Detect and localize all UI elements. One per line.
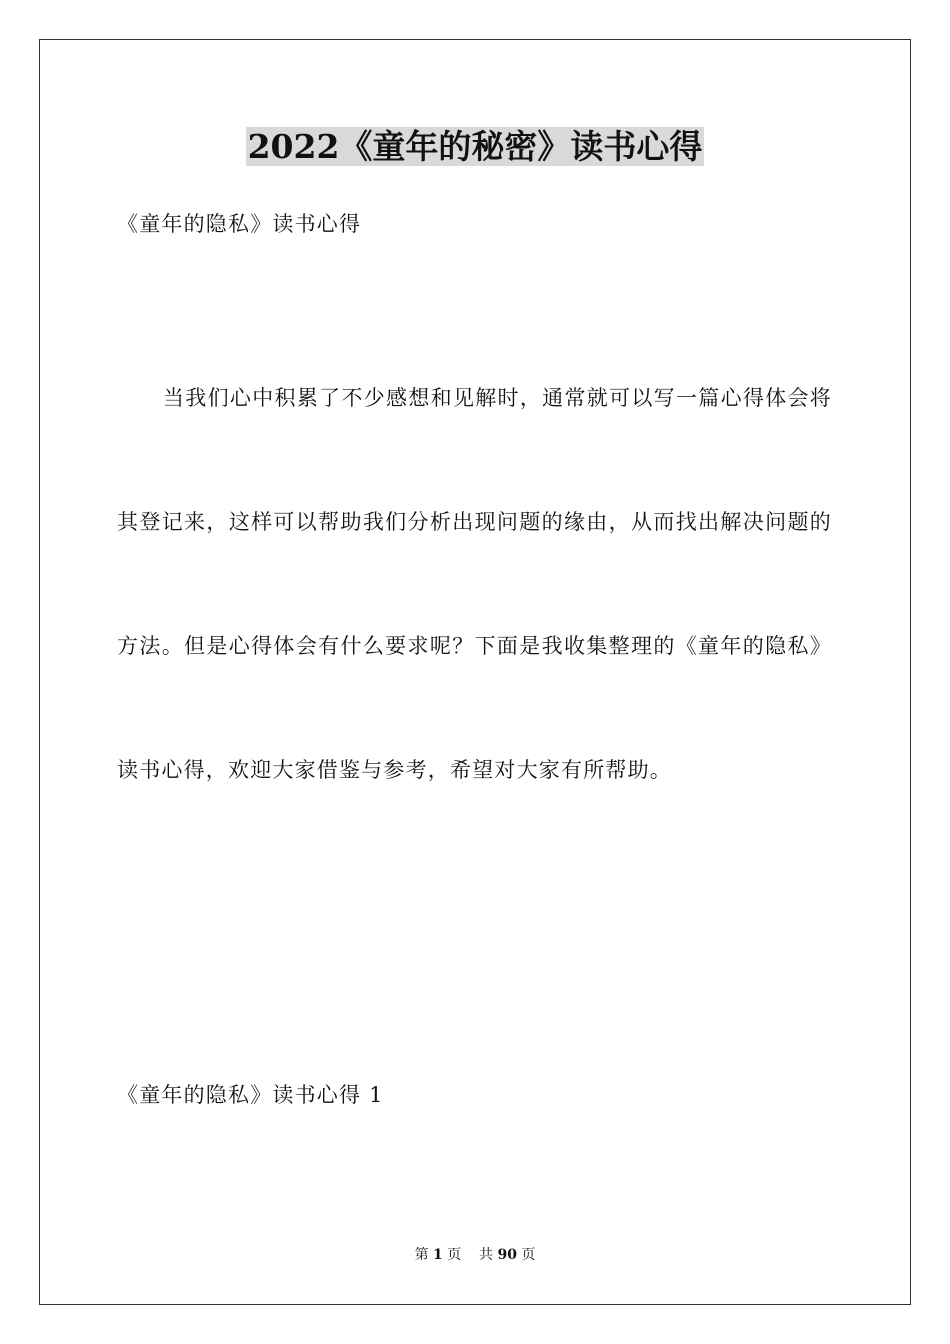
- page-label-prefix: 第: [414, 1247, 429, 1263]
- page-number: 1: [433, 1247, 443, 1263]
- document-title-text: 2022《童年的秘密》读书心得: [247, 127, 703, 166]
- page-label-suffix: 页: [447, 1247, 462, 1263]
- total-label-prefix: 共: [479, 1247, 494, 1263]
- section-heading: 《童年的隐私》读书心得 1: [117, 1083, 384, 1107]
- total-label-suffix: 页: [521, 1247, 536, 1263]
- document-title: [0, 122, 950, 172]
- intro-paragraph: 当我们心中积累了不少感想和见解时，通常就可以写一篇心得体会将其登记来，这样可以帮助我们分析出现问题的缘由，从而找出解决问题的方法。但是心得体会有什么要求呢？下面是我收集整理的《童年的隐私》读书心得，欢迎大家借鉴与参考，希望对大家有所帮助。: [117, 386, 832, 782]
- page-footer: [0, 1245, 950, 1265]
- total-pages: 90: [497, 1247, 517, 1263]
- document-subtitle: 《童年的隐私》读书心得: [117, 212, 362, 236]
